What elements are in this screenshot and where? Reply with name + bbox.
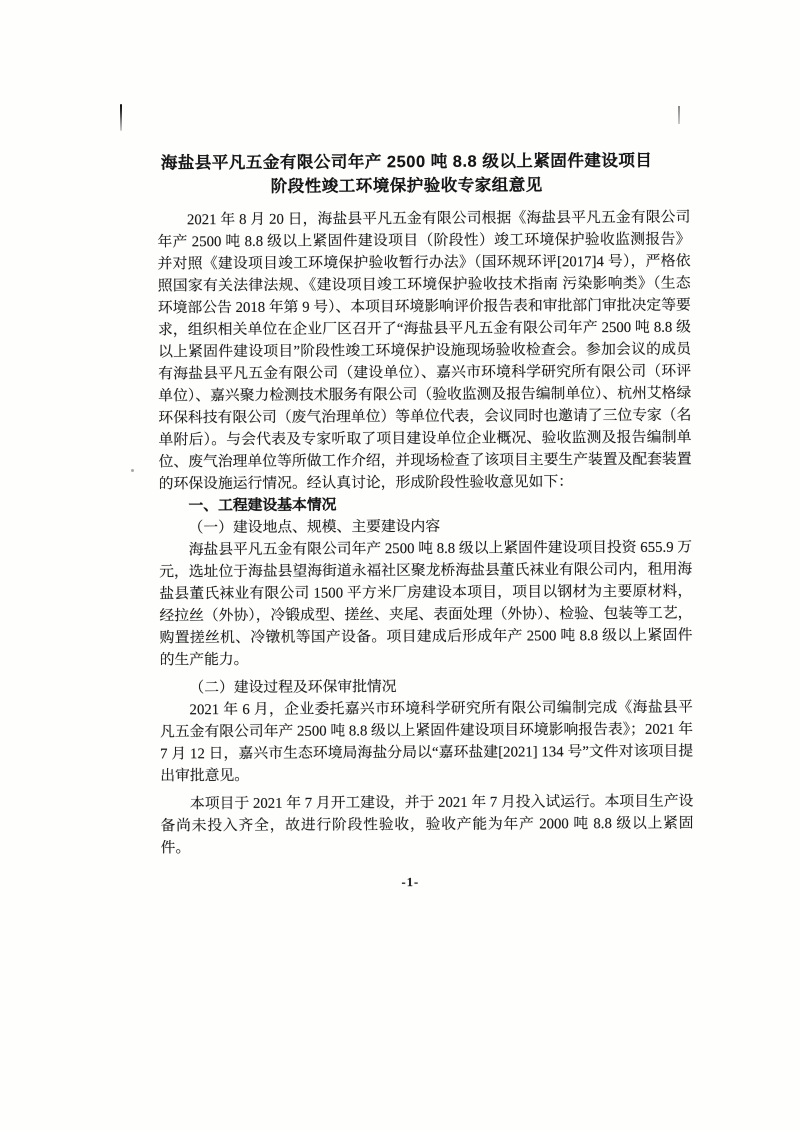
page-number: -1- (401, 875, 420, 890)
document-body (157, 207, 693, 860)
document-title-line1: 海盐县平凡五金有限公司年产 2500 吨 8.8 级以上紧固件建设项目 (160, 151, 653, 173)
paragraph-eia-approval: 2021 年 6 月，企业委托嘉兴市环境科学研究所有限公司编制完成《海盐县平凡五金有限公司年产 2500 吨 8.8 级以上紧固件建设项目环境影响报告表》；2021 年 7 月 12 日，嘉兴市生态环境局海盐分局以“嘉环盐建[2021] 134 号”文件对该项目提出审批意见。 (160, 699, 694, 785)
paragraph-trial-operation: 本项目于 2021 年 7 月开工建设，并于 2021 年 7 月投入试运行。本项目生产设备尚未投入齐全，故进行阶段性验收，验收产能为年产 2000 吨 8.8 级以上紧固件。 (160, 793, 694, 857)
paragraph-construction-content: 海盐县平凡五金有限公司年产 2500 吨 8.8 级以上紧固件建设项目投资 655.9 万元，选址位于海盐县望海街道永福社区聚龙桥海盐县董氏袜业有限公司内，租用海盐县董氏袜业有限公司 1500 平方米厂房建设本项目，项目以钢材为主要原材料，经拉丝（外协），冷锻成型、搓丝、夹尾、表面处理（外协）、检验、包装等工艺，购置搓丝机、冷镦机等国产设备。项目建成后形成年产 2500 吨 8.8 级以上紧固件的生产能力。 (159, 539, 693, 669)
pen-mark-right (678, 106, 680, 124)
paragraph-meeting-overview: 2021 年 8 月 20 日，海盐县平凡五金有限公司根据《海盐县平凡五金有限公司年产 2500 吨 8.8 级以上紧固件建设项目（阶段性）竣工环境保护验收监测报告》并对照《建设项目竣工环境保护验收暂行办法》（国环规环评[2017]4 号），严格依照国家有关法律法规、《建设项目竣工环境保护验收技术指南 污染影响类》（生态环境部公告 2018 年第 9 号）、本项目环境影响评价报告表和审批部门审批决定等要求，组织相关单位在企业厂区召开了“海盐县平凡五金有限公司年产 2500 吨 8.8 级以上紧固件建设项目”阶段性竣工环境保护设施现场验收检查会。参加会议的成员有海盐县平凡五金有限公司（建设单位）、嘉兴市环境科学研究所有限公司（环评单位）、嘉兴聚力检测技术服务有限公司（验收监测及报告编制单位）、杭州艾格绿环保科技有限公司（废气治理单位）等单位代表，会议同时也邀请了三位专家（名单附后）。与会代表及专家听取了项目建设单位企业概况、验收监测及报告编制单位、废气治理单位等所做工作介绍，并现场检查了该项目主要生产装置及配套装置的环保设施运行情况。经认真讨论，形成阶段性验收意见如下： (157, 209, 692, 493)
section-heading-1: 一、工程建设基本情况 (188, 497, 337, 515)
subsection-heading-1-2: （二）建设过程及环保审批情况 (189, 679, 397, 697)
pen-mark-left (120, 104, 122, 131)
scan-speck (131, 469, 134, 472)
document-content (157, 149, 694, 893)
document-title (157, 149, 690, 200)
subsection-heading-1-1: （一）建设地点、规模、主要建设内容 (188, 518, 441, 537)
document-title-line2: 阶段性竣工环境保护验收专家组意见 (270, 176, 543, 196)
